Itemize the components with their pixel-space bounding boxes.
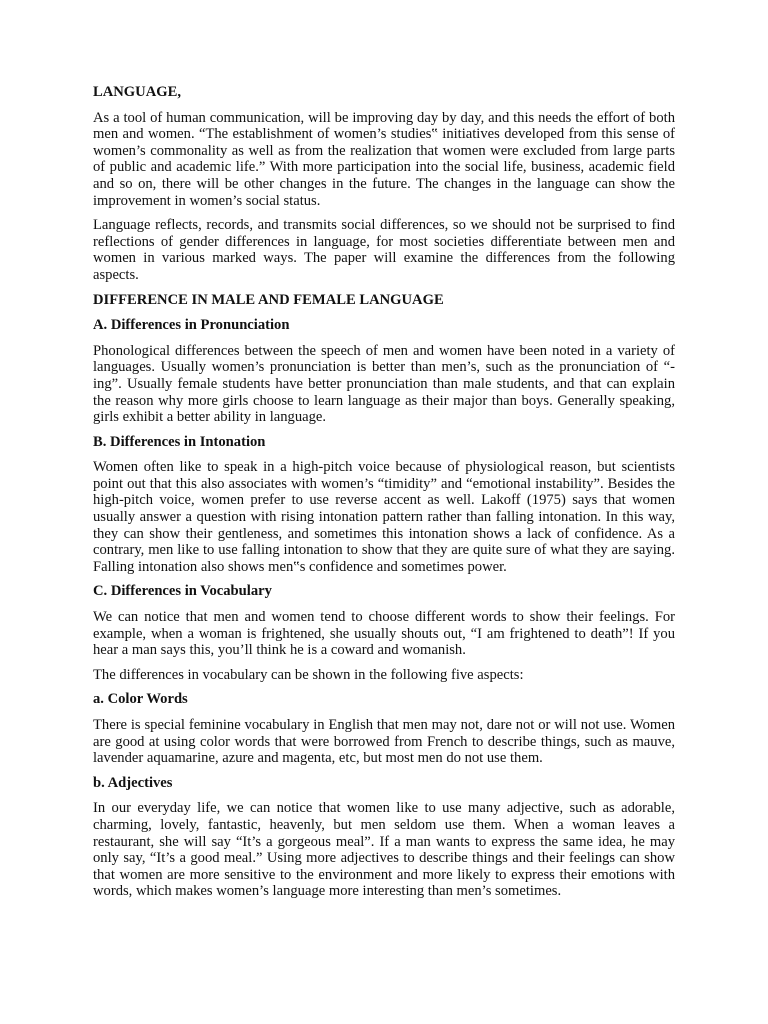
paragraph-intonation: Women often like to speak in a high-pitch voice because of physiological reason, but scientists point out that this also associates with women’s “timidity” and “emotional instability”. Besides the high-pitch voice, women prefer to use reverse accent as well. Lakoff (1975) says that women usually answer a question with rising intonation pattern rather than falling intonation. In this way, they can show their gentleness, and sometimes this intonation shows a lack of confidence. As a contrary, men like to use falling intonation to show that they are quite sure of what they are saying. Falling intonation also shows men‟s confidence and sometimes power. (93, 459, 675, 575)
paragraph-color-words: There is special feminine vocabulary in English that men may not, dare not or will not use. Women are good at using color words that were borrowed from French to describe things, such as mauve, lavender aquamarine, azure and magenta, etc, but most men do not use them. (93, 717, 675, 767)
paragraph-vocabulary: We can notice that men and women tend to choose different words to show their feelings. For example, when a woman is frightened, she usually shouts out, “I am frightened to death”! If you hear a man says this, you’ll think he is a coward and womanish. (93, 609, 675, 659)
section-heading-difference: DIFFERENCE IN MALE AND FEMALE LANGUAGE (93, 291, 444, 308)
document-page (93, 84, 675, 908)
paragraph-adjectives: In our everyday life, we can notice that women like to use many adjective, such as adorable, charming, lovely, fantastic, heavenly, but men seldom use them. When a woman leaves a restaurant, she will say “It’s a gorgeous meal”. If a man wants to express the same idea, he may only say, “It’s a good meal.” Using more adjectives to describe things and their feelings can show that women are more sensitive to the environment and more likely to express their emotions with words, which makes women’s language more interesting than men’s sometimes. (93, 800, 675, 900)
paragraph-reflections: Language reflects, records, and transmits social differences, so we should not be surprised to find reflections of gender differences in language, for most societies differentiate between men and women in various marked ways. The paper will examine the differences from the following aspects. (93, 217, 675, 283)
subheading-color-words: a. Color Words (93, 691, 188, 708)
paragraph-intro: As a tool of human communication, will be improving day by day, and this needs the effort of both men and women. “The establishment of women’s studies‟ initiatives developed from this sense of women’s commonality as well as from the realization that women were excluded from large parts of public and academic life.” With more participation into the social life, business, academic field and so on, there will be other changes in the future. The changes in the language can show the improvement in women’s social status. (93, 109, 675, 209)
subheading-intonation: B. Differences in Intonation (93, 433, 266, 450)
paragraph-pronunciation: Phonological differences between the speech of men and women have been noted in a variety of languages. Usually women’s pronunciation is better than men’s, such as the pronunciation of “-ing”. Usually female students have better pronunciation than male students, and that can explain the reason why more girls choose to learn language as their major than boys. Generally speaking, girls exhibit a better ability in language. (93, 342, 675, 426)
subheading-pronunciation: A. Differences in Pronunciation (93, 317, 290, 334)
subheading-adjectives: b. Adjectives (93, 774, 173, 791)
subheading-vocabulary: C. Differences in Vocabulary (93, 583, 272, 600)
section-heading-language: LANGUAGE, (93, 84, 181, 100)
paragraph-vocabulary-aspects: The differences in vocabulary can be shown in the following five aspects: (93, 666, 524, 683)
